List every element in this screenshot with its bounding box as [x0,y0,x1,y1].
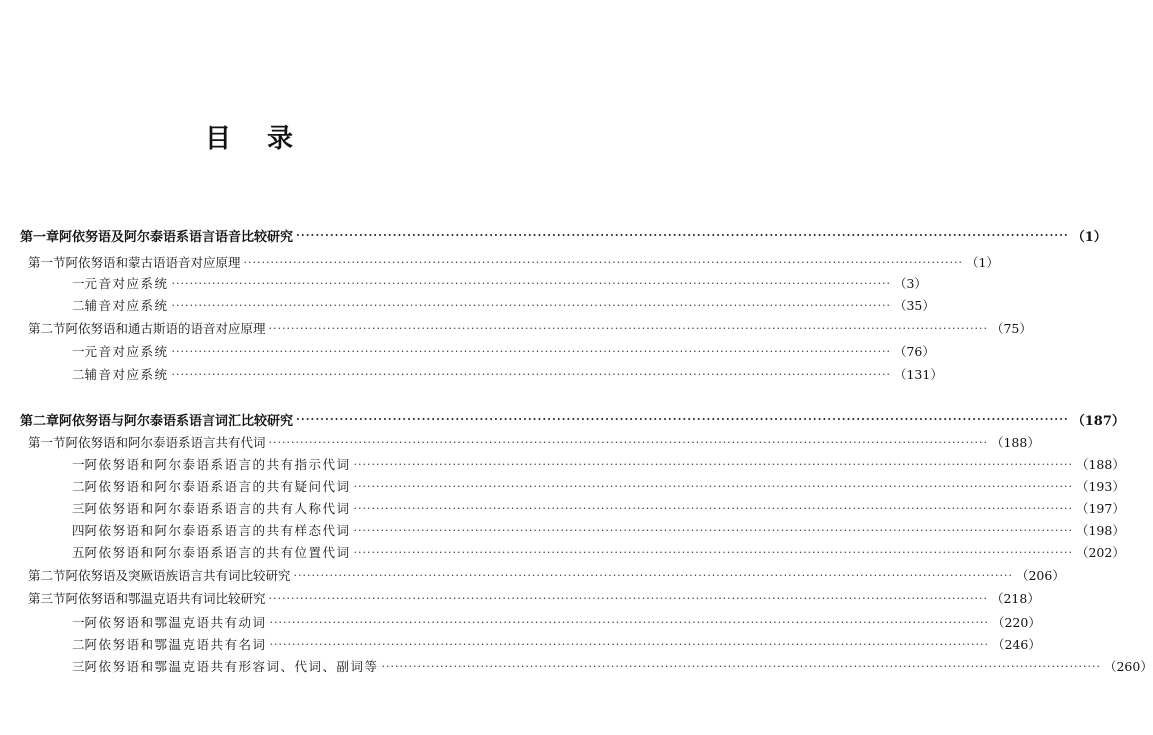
toc-page-number: （206） [1015,568,1065,583]
toc-label: 第一节 [28,255,66,270]
toc-leader-dots: ································································································································································ [269,637,989,651]
toc-leader-dots: ································································································································································ [171,344,891,358]
toc-leader-dots: ································································································································································ [171,298,891,312]
toc-page-number: （260） [1103,659,1153,674]
toc-leader-dots: ································································································································································ [171,276,891,290]
toc-section-row [20,588,1040,608]
toc-title: 阿依努语和阿尔泰语系语言的共有位置代词 [84,545,351,560]
toc-leader-dots: ································································································································································ [171,367,891,381]
toc-leader-dots: ································································································································································ [293,568,1013,582]
toc-page-number: （220） [991,615,1041,630]
toc-title: 阿依努语和鄂温克语共有词比较研究 [65,591,266,606]
toc-label: 第二节 [28,568,66,583]
toc-page-number: （198） [1075,523,1125,538]
toc-page-number: （193） [1075,479,1125,494]
toc-title: 阿依努语和蒙古语语音对应原理 [65,255,241,270]
toc-leader-dots: ································································································································································ [353,457,1073,471]
title-char-left: 目 [204,124,233,154]
toc-subsection-row [20,454,1125,474]
toc-subsection-row [20,273,927,293]
toc-leader-dots: ································································································································································ [268,435,988,449]
toc-label: 一 [72,276,85,291]
toc-label: 一 [72,344,85,359]
toc-section-row [20,565,1065,585]
toc-leader-dots: ································································································································································ [243,255,963,269]
toc-title: 阿依努语和阿尔泰语系语言的共有指示代词 [84,457,351,472]
toc-title: 辅音对应系统 [84,367,169,382]
toc-leader-dots: ································································································································································ [353,523,1073,537]
toc-label: 二 [72,637,85,652]
toc-page-number: （246） [991,637,1041,652]
toc-subsection-row [20,520,1125,540]
toc-subsection-row [20,364,943,384]
toc-subsection-row [20,612,1041,632]
toc-page-number: （197） [1075,501,1125,516]
toc-leader-dots: ································································································································································ [269,615,989,629]
toc-leader-dots: ································································································································································ [296,412,1069,426]
toc-subsection-row [20,295,935,315]
toc-title: 阿依努语及阿尔泰语系语言语音比较研究 [59,229,294,245]
toc-subsection-row [20,476,1125,496]
toc-label: 第二节 [28,321,66,336]
toc-subsection-row [20,634,1041,654]
toc-label: 第一章 [20,229,60,245]
toc-page-number: （187） [1071,413,1125,429]
toc-label: 五 [72,545,85,560]
toc-label: 四 [72,523,85,538]
toc-section-row [20,318,1032,338]
toc-title: 阿依努语和阿尔泰语系语言的共有疑问代词 [84,479,351,494]
toc-page-number: （131） [893,367,943,382]
toc-subsection-row [20,542,1125,562]
toc-leader-dots: ································································································································································ [268,321,988,335]
toc-title: 阿依努语和通古斯语的语音对应原理 [65,321,266,336]
toc-chapter-row [20,409,1125,429]
toc-title: 元音对应系统 [84,276,169,291]
toc-page-number: （76） [893,344,935,359]
toc-title: 阿依努语和鄂温克语共有形容词、代词、副词等 [84,659,379,674]
toc-leader-dots: ································································································································································ [353,545,1073,559]
toc-title: 阿依努语和阿尔泰语系语言的共有样态代词 [84,523,351,538]
toc-label: 第三节 [28,591,66,606]
toc-title: 阿依努语和阿尔泰语系语言的共有人称代词 [84,501,351,516]
toc-section-row [20,252,999,272]
toc-title: 辅音对应系统 [84,298,169,313]
toc-title: 元音对应系统 [84,344,169,359]
toc-title: 阿依努语和鄂温克语共有名词 [84,637,267,652]
toc-page-number: （35） [893,298,935,313]
toc-label: 二 [72,298,85,313]
toc-page-number: （3） [893,276,927,291]
toc-label: 第二章 [20,413,60,429]
toc-title: 阿依努语和鄂温克语共有动词 [84,615,267,630]
toc-page-number: （188） [990,435,1040,450]
toc-leader-dots: ································································································································································ [381,659,1101,673]
toc-title: 阿依努语与阿尔泰语系语言词汇比较研究 [59,413,294,429]
toc-page-number: （1） [965,255,999,270]
toc-subsection-row [20,498,1125,518]
toc-page-number: （1） [1071,229,1107,245]
toc-leader-dots: ································································································································································ [296,228,1069,242]
toc-label: 三 [72,501,85,516]
toc-label: 二 [72,479,85,494]
toc-label: 二 [72,367,85,382]
toc-page-number: （75） [990,321,1032,336]
toc-subsection-row [20,656,1153,676]
toc-leader-dots: ································································································································································ [353,501,1073,515]
toc-page-number: （188） [1075,457,1125,472]
toc-label: 三 [72,659,85,674]
toc-subsection-row [20,341,935,361]
toc-title: 阿依努语及突厥语族语言共有词比较研究 [65,568,291,583]
toc-section-row [20,432,1040,452]
toc-leader-dots: ································································································································································ [268,591,988,605]
title-char-right: 录 [267,124,296,154]
toc-page-number: （202） [1075,545,1125,560]
toc-leader-dots: ································································································································································ [353,479,1073,493]
toc-title: 阿依努语和阿尔泰语系语言共有代词 [65,435,266,450]
page-title [0,118,500,155]
toc-label: 一 [72,457,85,472]
toc-page-number: （218） [990,591,1040,606]
toc-label: 一 [72,615,85,630]
toc-label: 第一节 [28,435,66,450]
toc-chapter-row [20,225,1107,245]
